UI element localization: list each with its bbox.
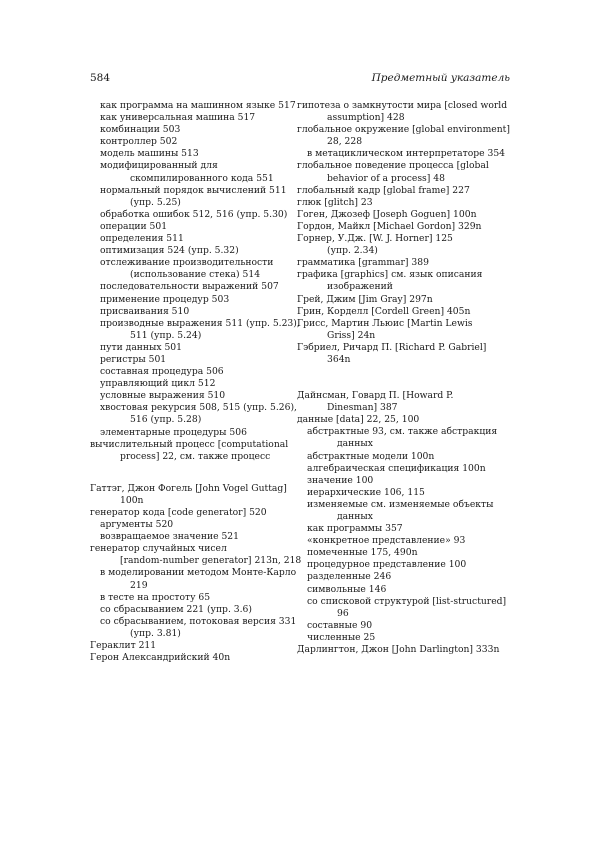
entry-line: как программа на машинном языке 517 (100, 100, 296, 111)
index-entry (297, 390, 507, 414)
entry-line: графика [graphics] см. язык описания (297, 269, 483, 281)
entry-line: элементарные процедуры 506 (100, 426, 247, 438)
index-entry (297, 294, 507, 306)
index-subentry (297, 535, 507, 547)
entry-line: численные 25 (307, 631, 376, 643)
index-subentry (90, 306, 300, 318)
index-entry (297, 257, 507, 269)
index-subentry (297, 475, 507, 487)
entry-line: применение процедур 503 (100, 293, 230, 305)
entry-line: аргументы 520 (100, 519, 174, 531)
entry-line: производные выражения 511 (упр. 5.23), (100, 317, 300, 329)
entry-continuation: 219 (130, 579, 148, 591)
entry-continuation: (упр. 3.81) (130, 627, 181, 639)
entry-continuation: изображений (327, 281, 393, 293)
index-subentry (90, 124, 300, 136)
entry-line: модифицированный для (100, 160, 218, 172)
entry-line: контроллер 502 (100, 136, 178, 148)
entry-line: абстрактные 93, см. также абстракция (307, 426, 498, 438)
entry-line: «конкретное представление» 93 (307, 535, 466, 547)
index-subentry (297, 559, 507, 571)
index-entry (90, 439, 300, 463)
index-entry (90, 543, 300, 567)
entry-line: помеченные 175, 490n (307, 547, 418, 559)
entry-line: Гоген, Джозеф [Joseph Goguen] 100n (297, 208, 477, 220)
index-subentry (90, 160, 300, 184)
entry-continuation: (упр. 5.25) (130, 196, 181, 208)
entry-line: глобальное поведение процесса [global (297, 160, 489, 172)
index-entry (297, 306, 507, 318)
entry-continuation: behavior of a process] 48 (327, 172, 445, 184)
entry-line: глюк [glitch] 23 (297, 196, 373, 208)
index-subentry (90, 604, 300, 616)
entry-line: оптимизация 524 (упр. 5.32) (100, 245, 239, 257)
entry-line: изменяемые см. изменяемые объекты (307, 498, 494, 510)
entry-line: регистры 501 (100, 353, 167, 365)
entry-line: алгебраическая спецификация 100n (307, 462, 486, 474)
index-subentry (90, 519, 300, 531)
entry-line: гипотеза о замкнутости мира [closed world (297, 100, 508, 111)
index-entry (297, 221, 507, 233)
entry-line: как программы 357 (307, 523, 403, 535)
index-subentry (297, 451, 507, 463)
index-entry (297, 342, 507, 366)
index-subentry (90, 592, 300, 604)
entry-line: Гераклит 211 (90, 640, 157, 652)
index-subentry (297, 499, 507, 523)
entry-line: Грей, Джим [Jim Gray] 297n (297, 293, 433, 305)
entry-line: управляющий цикл 512 (100, 378, 216, 390)
index-subentry (297, 487, 507, 499)
index-subentry (90, 616, 300, 640)
index-subentry (90, 136, 300, 148)
entry-continuation: скомпилированного кода 551 (130, 172, 274, 184)
entry-line: данные [data] 22, 25, 100 (297, 414, 420, 426)
index-subentry (90, 148, 300, 160)
entry-continuation: process] 22, см. также процесс (120, 450, 271, 462)
index-subentry (90, 233, 300, 245)
entry-line: вычислительный процесс [computational (90, 438, 289, 450)
index-entry (297, 100, 507, 124)
index-subentry (90, 112, 300, 124)
index-entry (90, 483, 300, 507)
entry-continuation: данных (337, 438, 373, 450)
entry-line: генератор кода [code generator] 520 (90, 507, 267, 518)
entry-line: разделенные 246 (307, 571, 392, 583)
entry-continuation: (использование стека) 514 (130, 269, 261, 281)
index-subentry (297, 547, 507, 559)
entry-continuation: [random-number generator] 213n, 218 (120, 555, 302, 567)
index-subentry (90, 390, 300, 402)
index-entry (297, 185, 507, 197)
entry-line: Горнер, У.Дж. [W. J. Horner] 125 (297, 233, 453, 245)
entry-line: Грисс, Мартин Льюис [Martin Lewis (297, 317, 473, 329)
index-subentry (297, 632, 507, 644)
entry-line: Дайнсман, Говард П. [Howard P. (297, 390, 454, 402)
index-entry (90, 507, 300, 519)
index-column-left (90, 100, 300, 664)
letter-group-gap (297, 366, 507, 390)
entry-line: в тесте на простоту 65 (100, 591, 211, 603)
index-entry (297, 644, 507, 656)
entry-line: присваивания 510 (100, 305, 190, 317)
entry-line: Дарлингтон, Джон [John Darlington] 333n (297, 644, 500, 656)
index-subentry (297, 571, 507, 583)
index-subentry (90, 378, 300, 390)
entry-continuation: assumption] 428 (327, 112, 405, 124)
entry-line: операции 501 (100, 220, 168, 232)
entry-line: со списковой структурой [list-structured] (307, 595, 507, 607)
entry-line: обработка ошибок 512, 516 (упр. 5.30) (100, 208, 288, 220)
entry-line: генератор случайных чисел (90, 543, 227, 555)
entry-line: Гэбриел, Ричард П. [Richard P. Gabriel] (297, 341, 487, 353)
entry-line: глобальное окружение [global environment] (297, 124, 510, 136)
index-entry (297, 318, 507, 342)
index-column-right (297, 100, 510, 656)
index-subentry (297, 596, 507, 620)
entry-line: в моделировании методом Монте-Карло (100, 567, 297, 579)
index-subentry (90, 221, 300, 233)
entry-line: процедурное представление 100 (307, 559, 467, 571)
entry-continuation: (упр. 2.34) (327, 245, 378, 257)
index-subentry (297, 523, 507, 535)
index-entry (297, 209, 507, 221)
entry-line: грамматика [grammar] 389 (297, 257, 429, 269)
entry-line: со сбрасыванием 221 (упр. 3.6) (100, 603, 252, 615)
index-subentry (90, 294, 300, 306)
entry-line: модель машины 513 (100, 148, 199, 160)
index-entry (297, 124, 510, 148)
page-number: 584 (90, 72, 111, 84)
entry-line: пути данных 501 (100, 341, 182, 353)
index-entry (297, 414, 507, 426)
index-subentry (90, 366, 300, 378)
entry-line: значение 100 (307, 474, 374, 486)
index-subentry (90, 402, 300, 426)
entry-line: Грин, Корделл [Cordell Green] 405n (297, 305, 471, 317)
entry-line: Герон Александрийский 40n (90, 652, 231, 664)
entry-line: составные 90 (307, 619, 373, 631)
entry-line: как универсальная машина 517 (100, 112, 256, 124)
entry-line: со сбрасыванием, потоковая версия 331 (100, 615, 297, 627)
index-subentry (297, 620, 507, 632)
index-entry (297, 160, 507, 184)
entry-continuation: данных (337, 511, 373, 522)
index-entry (90, 640, 300, 652)
index-entry (297, 233, 507, 257)
index-subentry (90, 427, 300, 439)
index-entry (90, 652, 300, 664)
entry-continuation: 516 (упр. 5.28) (130, 414, 202, 426)
index-subentry (90, 567, 300, 591)
index-subentry (90, 354, 300, 366)
entry-line: определения 511 (100, 233, 184, 245)
entry-continuation: 511 (упр. 5.24) (130, 329, 202, 341)
entry-line: хвостовая рекурсия 508, 515 (упр. 5.26), (100, 402, 297, 414)
index-subentry (90, 257, 300, 281)
entry-continuation: 28, 228 (327, 136, 363, 148)
entry-line: глобальный кадр [global frame] 227 (297, 184, 470, 196)
entry-continuation: 100n (120, 494, 144, 506)
index-subentry (297, 584, 507, 596)
index-subentry (297, 426, 507, 450)
entry-line: Гордон, Майкл [Michael Gordon] 329n (297, 220, 482, 232)
entry-line: последовательности выражений 507 (100, 281, 279, 293)
page-header (90, 72, 510, 88)
entry-line: абстрактные модели 100n (307, 450, 435, 462)
index-subentry (90, 318, 300, 342)
running-title: Предметный указатель (371, 72, 510, 84)
entry-line: Гаттэг, Джон Фогель [John Vogel Guttag] (90, 482, 287, 494)
entry-continuation: 96 (337, 607, 349, 619)
index-subentry (90, 185, 300, 209)
entry-continuation: Griss] 24n (327, 329, 376, 341)
letter-group-gap (90, 463, 300, 483)
entry-line: иерархические 106, 115 (307, 486, 425, 498)
index-subentry (90, 209, 300, 221)
index-subentry (90, 342, 300, 354)
index-subentry (297, 148, 507, 160)
index-subentry (90, 245, 300, 257)
index-subentry (90, 281, 300, 293)
entry-line: отслеживание производительности (100, 257, 274, 269)
entry-line: составная процедура 506 (100, 366, 224, 378)
index-subentry (297, 463, 507, 475)
index-entry (297, 197, 507, 209)
entry-line: нормальный порядок вычислений 511 (100, 184, 287, 196)
entry-continuation: Dinesman] 387 (327, 402, 398, 414)
index-entry (297, 269, 507, 293)
entry-continuation: 364n (327, 353, 351, 365)
index-subentry (90, 100, 300, 112)
entry-line: условные выражения 510 (100, 390, 226, 402)
entry-line: в метациклическом интерпретаторе 354 (307, 148, 506, 160)
entry-line: возвращаемое значение 521 (100, 531, 240, 543)
index-subentry (90, 531, 300, 543)
entry-line: символьные 146 (307, 583, 387, 595)
entry-line: комбинации 503 (100, 124, 181, 136)
